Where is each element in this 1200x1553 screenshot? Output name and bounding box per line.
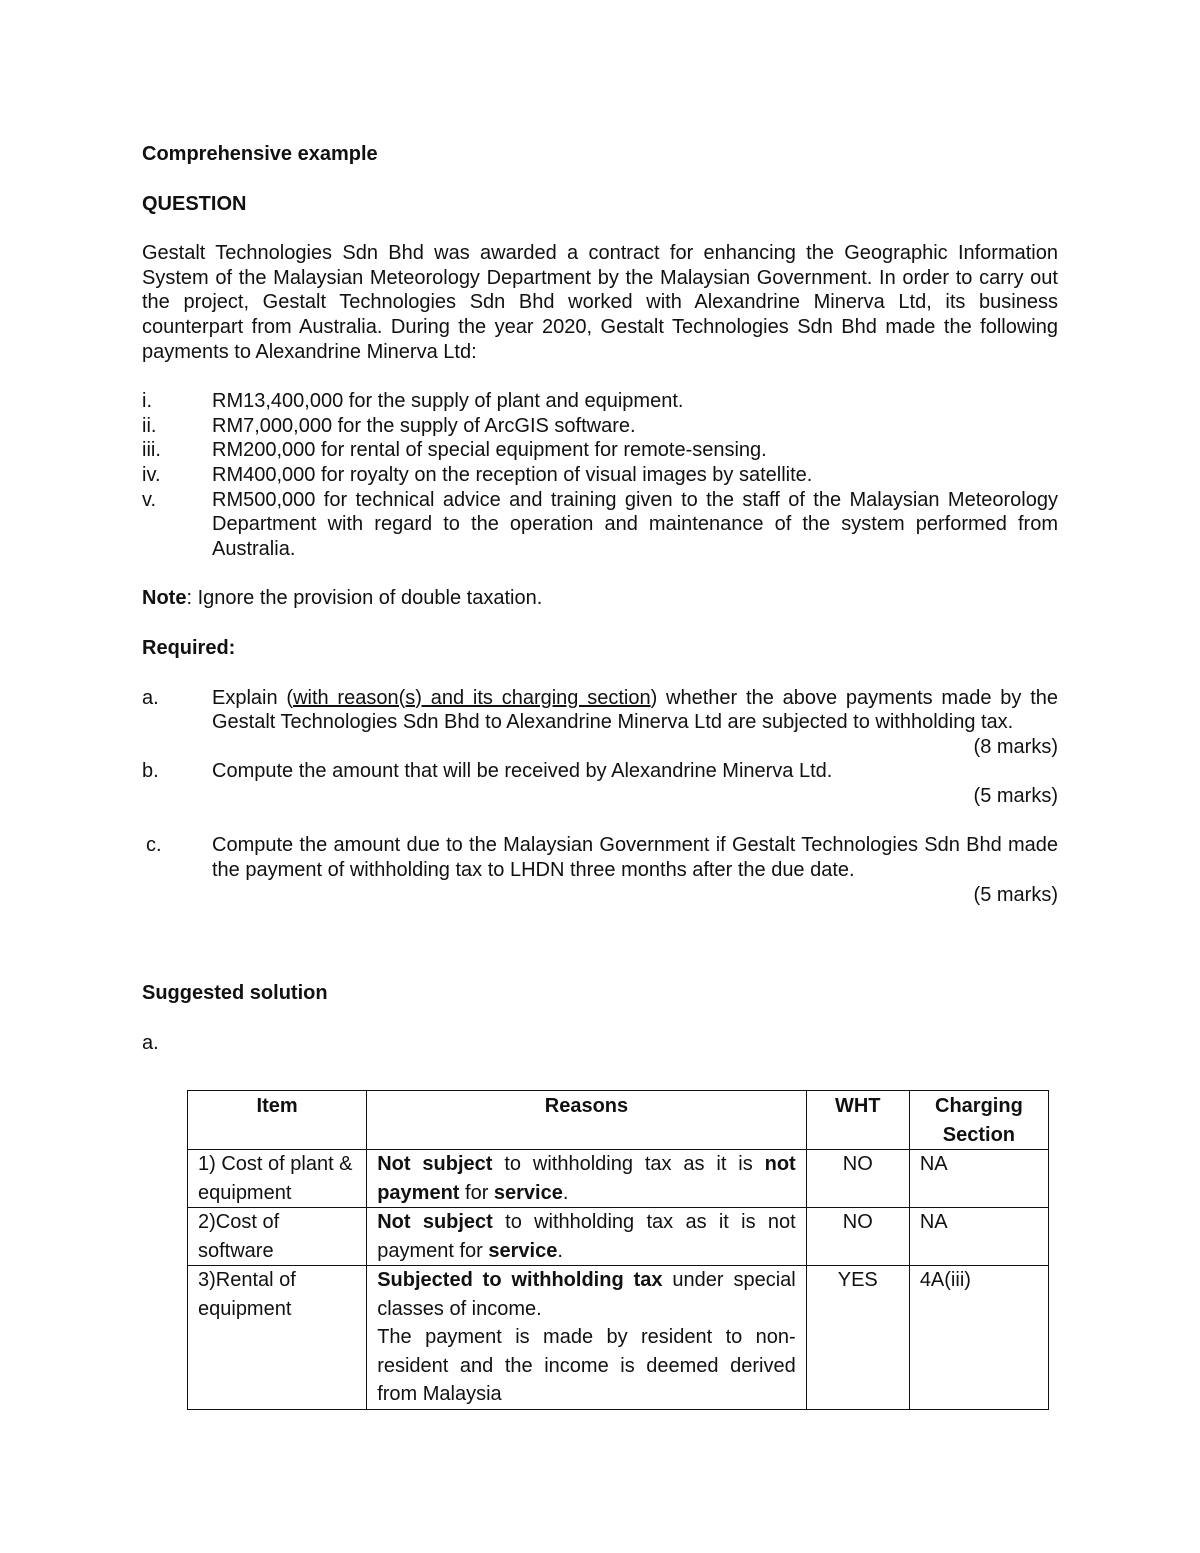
header-charging-section: Charging Section: [909, 1091, 1048, 1150]
list-item: [142, 686, 1058, 735]
cell-item: 3)Rental of equipment: [188, 1266, 367, 1410]
list-item: [142, 759, 1058, 784]
cell-reasons: Not subject to withholding tax as it is not payment for service.: [367, 1150, 807, 1208]
list-text: RM500,000 for technical advice and training given to the staff of the Malaysian Meteorology Department with regard to the operation and maintenance of the system performed from Australia.: [212, 488, 1058, 560]
header-reasons: Reasons: [367, 1091, 807, 1150]
solution-table: [187, 1090, 1049, 1410]
document-title: Comprehensive example: [142, 143, 378, 165]
list-text: Compute the amount that will be received by Alexandrine Minerva Ltd.: [212, 760, 833, 783]
table-row: [188, 1150, 1049, 1208]
list-text: RM7,000,000 for the supply of ArcGIS software.: [212, 414, 636, 437]
list-text: Explain (with reason(s) and its charging section) whether the above payments made by the Gestalt Technologies Sdn Bhd to Alexandrine Minerva Ltd are subjected to withholding tax.: [212, 686, 1059, 734]
cell-section: NA: [909, 1150, 1048, 1208]
list-text: RM200,000 for rental of special equipment for remote-sensing.: [212, 439, 767, 462]
list-number: i.: [142, 390, 152, 413]
payments-list: [142, 389, 1058, 561]
list-number: c.: [146, 834, 162, 857]
list-item: [142, 488, 1058, 562]
list-text: RM13,400,000 for the supply of plant and equipment.: [212, 390, 684, 413]
table-row: [188, 1266, 1049, 1410]
list-item: [142, 414, 1058, 439]
header-wht: WHT: [806, 1091, 909, 1150]
required-heading: Required:: [142, 636, 236, 659]
cell-wht: NO: [806, 1208, 909, 1266]
cell-reasons: Not subject to withholding tax as it is not payment for service.: [367, 1208, 807, 1266]
list-number: b.: [142, 760, 159, 783]
solution-part-label: a.: [142, 1031, 159, 1054]
list-item: [142, 833, 1058, 882]
question-heading: QUESTION: [142, 192, 247, 215]
cell-reasons: Subjected to withholding tax under special classes of income. The payment is made by resident to non-resident and the income is deemed derived from Malaysia: [367, 1266, 807, 1410]
note-text: : Ignore the provision of double taxation.: [186, 587, 543, 610]
solution-heading: Suggested solution: [142, 982, 328, 1005]
cell-item: 2)Cost of software: [188, 1208, 367, 1266]
marks-c: (5 marks): [973, 883, 1058, 906]
required-list: [142, 686, 1058, 735]
question-intro: Gestalt Technologies Sdn Bhd was awarded a contract for enhancing the Geographic Information System of the Malaysian Meteorology Department by the Malaysian Government. In order to carry out the project, Gestalt Technologies Sdn Bhd worked with Alexandrine Minerva Ltd, its business counterpart from Australia. During the year 2020, Gestalt Technologies Sdn Bhd made the following payments to Alexandrine Minerva Ltd:: [142, 242, 1058, 363]
cell-wht: YES: [806, 1266, 909, 1410]
marks-b: (5 marks): [973, 784, 1058, 807]
list-item: [142, 438, 1058, 463]
note: [142, 586, 1058, 611]
list-number: a.: [142, 686, 159, 709]
list-number: v.: [142, 488, 157, 511]
marks-a: (8 marks): [973, 735, 1058, 758]
header-item: Item: [188, 1091, 367, 1150]
list-item: [142, 463, 1058, 488]
list-item: [142, 389, 1058, 414]
note-label: Note: [142, 587, 187, 610]
cell-item: 1) Cost of plant & equipment: [188, 1150, 367, 1208]
document-body: [142, 142, 1058, 1055]
list-text: RM400,000 for royalty on the reception of visual images by satellite.: [212, 463, 813, 486]
required-list-c: [142, 833, 1058, 882]
list-number: iv.: [142, 463, 161, 486]
underlined-text: with reason(s) and its charging section: [293, 686, 651, 709]
table-row: [188, 1208, 1049, 1266]
list-number: iii.: [142, 439, 161, 462]
cell-wht: NO: [806, 1150, 909, 1208]
table-header-row: [188, 1091, 1049, 1150]
list-number: ii.: [142, 414, 157, 437]
required-list-b: [142, 759, 1058, 784]
cell-section: NA: [909, 1208, 1048, 1266]
cell-section: 4A(iii): [909, 1266, 1048, 1410]
list-text: Compute the amount due to the Malaysian Government if Gestalt Technologies Sdn Bhd made the payment of withholding tax to LHDN three months after the due date.: [212, 834, 1058, 882]
